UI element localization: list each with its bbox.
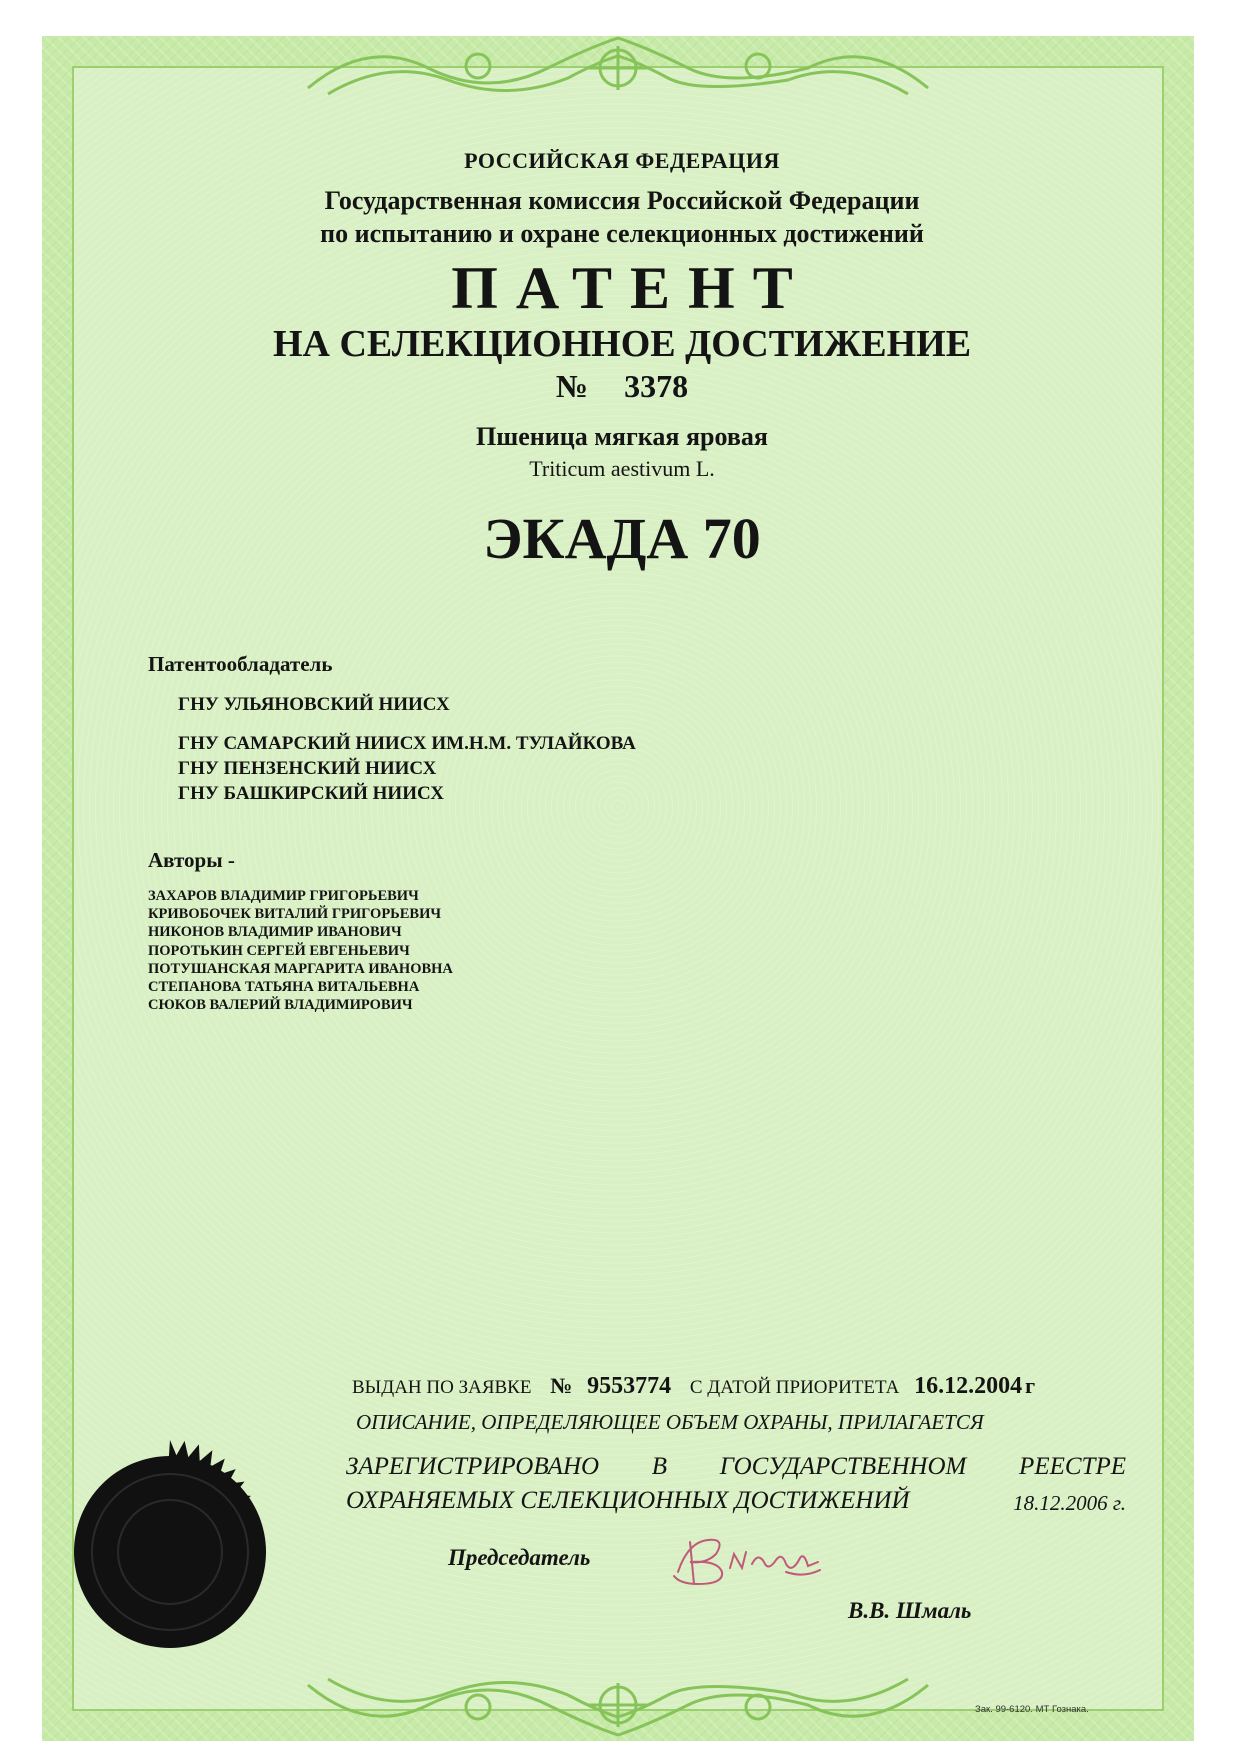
author-item: ПОРОТЬКИН СЕРГЕЙ ЕВГЕНЬЕВИЧ <box>148 942 410 959</box>
top-ornament <box>288 36 948 108</box>
author-item: ПОТУШАНСКАЯ МАРГАРИТА ИВАНОВНА <box>148 960 453 977</box>
patent-number-value: 3378 <box>624 368 689 404</box>
author-item: СТЕПАНОВА ТАТЬЯНА ВИТАЛЬЕВНА <box>148 979 420 996</box>
registration-word: ГОСУДАРСТВЕННОМ <box>719 1453 967 1480</box>
holders-label: Патентообладатель <box>148 652 333 676</box>
registration-word: ЗАРЕГИСТРИРОВАНО <box>346 1453 600 1480</box>
author-item: ЗАХАРОВ ВЛАДИМИР ГРИГОРЬЕВИЧ <box>148 888 419 904</box>
authors-list <box>148 887 453 1014</box>
number-sign: № <box>555 368 589 404</box>
priority-date: 16.12.2004 <box>914 1373 1023 1399</box>
issued-prefix: ВЫДАН ПО ЗАЯВКЕ <box>352 1377 532 1398</box>
registration-text: ОХРАНЯЕМЫХ СЕЛЕКЦИОННЫХ ДОСТИЖЕНИЙ <box>346 1487 910 1514</box>
signer-name: В.В. Шмаль <box>848 1598 972 1623</box>
handwritten-signature <box>668 1532 828 1594</box>
priority-year-suffix: г <box>1025 1373 1036 1398</box>
registration-line-2 <box>346 1487 1126 1516</box>
variety-name: ЭКАДА 70 <box>483 506 761 571</box>
description-line: ОПИСАНИЕ, ОПРЕДЕЛЯЮЩЕЕ ОБЪЕМ ОХРАНЫ, ПРИЛАГАЕТСЯ <box>356 1410 984 1434</box>
holder-item: ГНУ САМАРСКИЙ НИИСХ ИМ.Н.М. ТУЛАЙКОВА <box>178 733 636 754</box>
official-seal <box>52 1434 288 1670</box>
author-item: СЮКОВ ВАЛЕРИЙ ВЛАДИМИРОВИЧ <box>148 997 413 1014</box>
holders-list <box>178 692 636 806</box>
print-info: Зак. 99-6120. МТ Гознака. <box>975 1704 1089 1715</box>
issued-number-sign: № <box>550 1373 573 1398</box>
holder-item: ГНУ УЛЬЯНОВСКИЙ НИИСХ <box>178 694 450 715</box>
application-number: 9553774 <box>587 1373 672 1399</box>
chairman-label: Председатель <box>448 1545 591 1570</box>
registration-word: РЕЕСТРЕ <box>1019 1453 1126 1480</box>
bottom-ornament <box>288 1665 948 1741</box>
author-item: КРИВОБОЧЕК ВИТАЛИЙ ГРИГОРЬЕВИЧ <box>148 906 442 923</box>
crop-name: Пшеница мягкая яровая <box>476 422 768 451</box>
patent-number <box>0 368 1244 405</box>
commission-line-2: по испытанию и охране селекционных достижений <box>320 219 924 248</box>
holder-item: ГНУ БАШКИРСКИЙ НИИСХ <box>178 783 444 804</box>
holder-item: ГНУ ПЕНЗЕНСКИЙ НИИСХ <box>178 758 437 779</box>
registration-line-1 <box>346 1453 1126 1481</box>
authors-label: Авторы - <box>148 848 235 872</box>
country-heading: РОССИЙСКАЯ ФЕДЕРАЦИЯ <box>464 148 780 173</box>
document-subtitle: НА СЕЛЕКЦИОННОЕ ДОСТИЖЕНИЕ <box>272 323 972 365</box>
commission-line-1: Государственная комиссия Российской Федерации <box>324 186 920 215</box>
priority-label: С ДАТОЙ ПРИОРИТЕТА <box>689 1377 900 1398</box>
commission-heading <box>0 184 1244 250</box>
issued-line <box>352 1373 1035 1400</box>
registration-word: В <box>651 1453 668 1480</box>
registration-date: 18.12.2006 г. <box>1013 1491 1126 1515</box>
document-title: ПАТЕНТ <box>451 255 811 321</box>
latin-name: Triticum aestivum L. <box>529 456 715 481</box>
author-item: НИКОНОВ ВЛАДИМИР ИВАНОВИЧ <box>148 924 402 941</box>
